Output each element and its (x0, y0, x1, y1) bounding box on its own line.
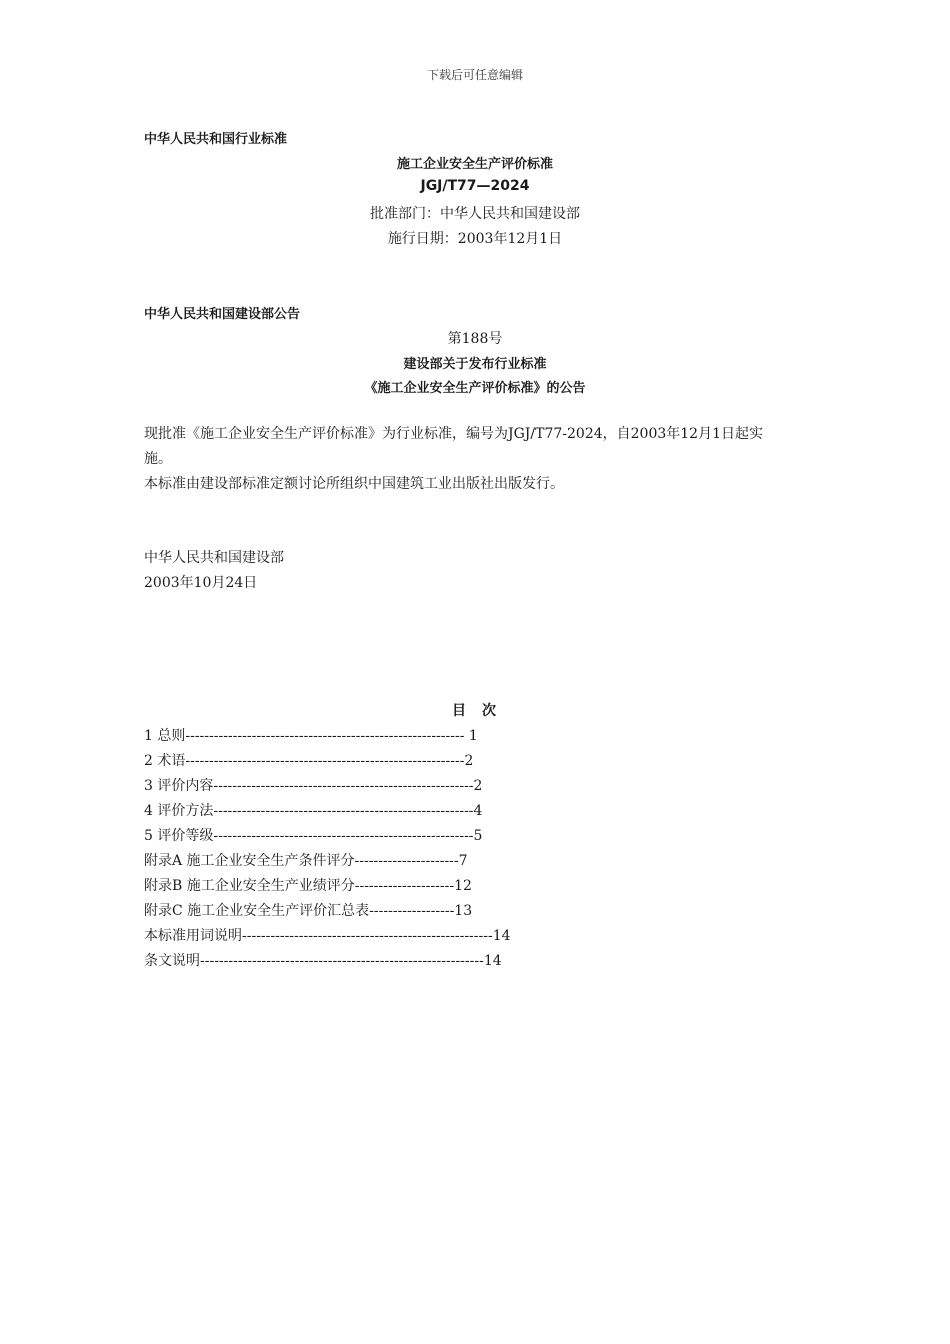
toc-item: 条文说明------------------------------------------------------------14 (144, 953, 502, 969)
notice-paragraph-2: 本标准由建设部标准定额讨论所组织中国建筑工业出版社出版发行。 (144, 476, 564, 492)
notice-title-line2: 《施工企业安全生产评价标准》的公告 (364, 381, 586, 396)
header-note: 下载后可任意编辑 (426, 68, 523, 82)
notice-paragraph-1-line2: 施。 (144, 451, 172, 467)
toc-title: 目 次 (452, 703, 497, 719)
toc-item: 2 术语-----------------------------------------------------------2 (144, 753, 474, 769)
signature-org: 中华人民共和国建设部 (144, 550, 284, 566)
toc-item: 3 评价内容-------------------------------------------------------2 (144, 778, 483, 794)
toc-item: 附录B 施工企业安全生产业绩评分---------------------12 (144, 878, 472, 894)
standard-category: 中华人民共和国行业标准 (144, 132, 288, 147)
toc-item: 本标准用词说明-----------------------------------------------------14 (144, 928, 511, 944)
notice-paragraph-1-line1: 现批准《施工企业安全生产评价标准》为行业标准，编号为JGJ/T77-2024，自2003年12月1日起实 (144, 426, 763, 442)
toc-item: 5 评价等级-------------------------------------------------------5 (144, 828, 483, 844)
toc-item: 附录A 施工企业安全生产条件评分----------------------7 (144, 853, 468, 869)
notice-title-line1: 建设部关于发布行业标准 (403, 357, 547, 372)
standard-title: 施工企业安全生产评价标准 (396, 157, 553, 172)
notice-number: 第188号 (447, 331, 503, 347)
toc-item: 4 评价方法-------------------------------------------------------4 (144, 803, 483, 819)
toc-item: 1 总则----------------------------------------------------------- 1 (144, 728, 478, 744)
standard-code: JGJ/T77—2024 (420, 178, 530, 194)
signature-date: 2003年10月24日 (144, 575, 258, 591)
toc-item: 附录C 施工企业安全生产评价汇总表------------------13 (144, 903, 473, 919)
approval-dept: 批准部门：中华人民共和国建设部 (370, 206, 580, 222)
effective-date: 施行日期：2003年12月1日 (387, 231, 563, 247)
notice-heading: 中华人民共和国建设部公告 (144, 307, 301, 322)
